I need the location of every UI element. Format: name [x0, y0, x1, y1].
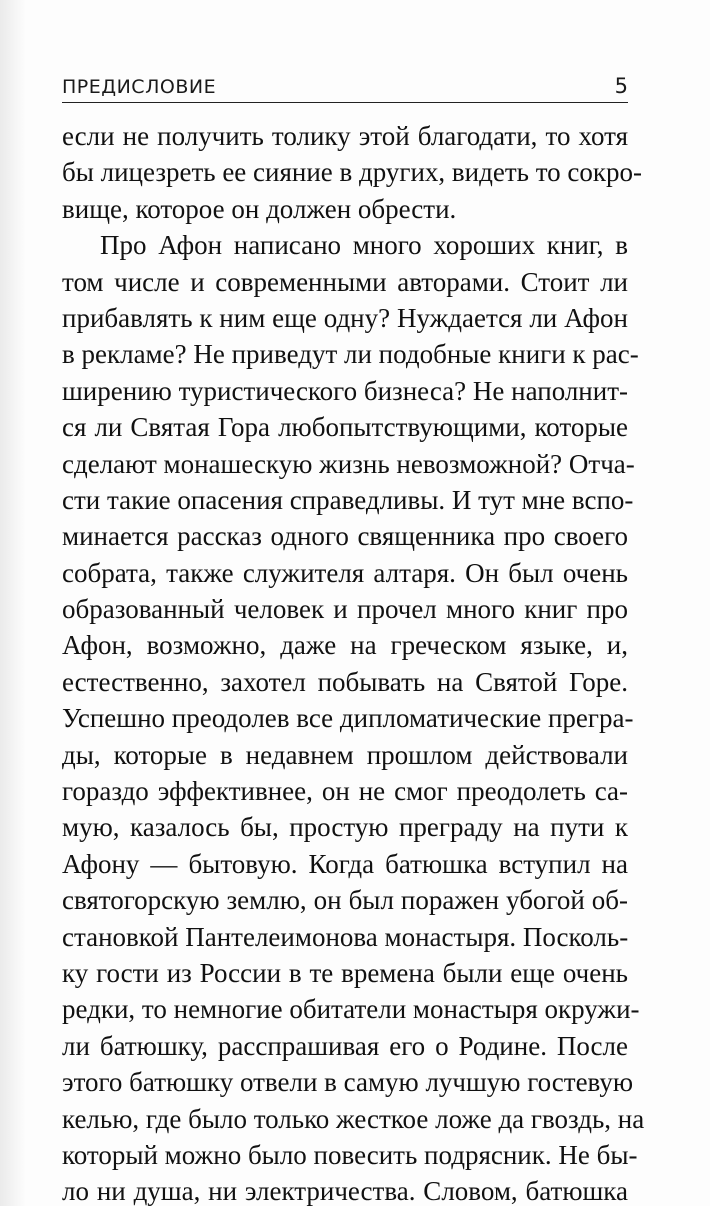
text-line: который можно было повесить подрясник. Не бы-	[62, 1139, 638, 1170]
text-line: мую, казалось бы, простую преграду на пути к	[62, 812, 628, 843]
text-line: естественно, захотел побывать на Святой Горе.	[62, 666, 628, 697]
text-line: редки, то немногие обитатели монастыря окружи-	[62, 994, 640, 1025]
text-line: ды, которые в недавнем прошлом действовали	[62, 739, 628, 770]
page-number: 5	[614, 74, 628, 98]
text-line: если не получить толику этой благодати, то хотя	[62, 121, 628, 151]
text-line: ли батюшку, расспрашивая его о Родине. После	[62, 1030, 628, 1061]
scan-shadow	[0, 0, 26, 1206]
text-line: келью, где было только жесткое ложе да гвоздь, на	[62, 1103, 645, 1134]
text-line: ку гости из России в те времена были еще очень	[62, 957, 628, 988]
text-line: том числе и современными авторами. Стоит ли	[62, 266, 628, 297]
running-header	[62, 74, 628, 104]
text-line: становкой Пантелеимонова монастыря. Посколь-	[62, 921, 629, 952]
text-line: ся ли Святая Гора любопытствующими, которые	[62, 412, 628, 443]
header-rule	[62, 102, 628, 103]
text-line: Про Афон написано много хороших книг, в	[100, 230, 628, 261]
text-line: в рекламе? Не приведут ли подобные книги к рас-	[62, 339, 639, 370]
text-line: прибавлять к ним еще одну? Нуждается ли Афон	[62, 302, 628, 333]
text-line: Афону — бытовую. Когда батюшка вступил на	[62, 848, 628, 879]
text-line: сделают монашескую жизнь невозможной? Отча-	[62, 448, 635, 479]
text-line: этого батюшку отвели в самую лучшую гостевую	[62, 1067, 634, 1098]
text-line: гораздо эффективнее, он не смог преодолеть са-	[62, 776, 628, 807]
text-line: минается рассказ одного священника про своего	[62, 521, 628, 552]
text-line: ло ни душа, ни электричества. Словом, батюшка	[62, 1176, 628, 1207]
body-text	[62, 118, 645, 1210]
text-line: сти такие опасения справедливы. И тут мне вспо-	[62, 484, 634, 515]
text-line: образованный человек и прочел много книг про	[62, 594, 628, 625]
text-line: собрата, также служителя алтаря. Он был очень	[62, 557, 628, 588]
text-line: ширению туристического бизнеса? Не наполнит-	[62, 375, 628, 406]
text-line: Афон, возможно, даже на греческом языке, и,	[62, 630, 628, 661]
running-header-title: ПРЕДИСЛОВИЕ	[62, 76, 217, 98]
text-line: святогорскую землю, он был поражен убогой об-	[62, 885, 628, 916]
text-line: Успешно преодолев все дипломатические прегра-	[62, 703, 634, 734]
text-line: бы лицезреть ее сияние в других, видеть то сокро-	[62, 157, 642, 188]
text-line: вище, которое он должен обрести.	[62, 193, 457, 224]
